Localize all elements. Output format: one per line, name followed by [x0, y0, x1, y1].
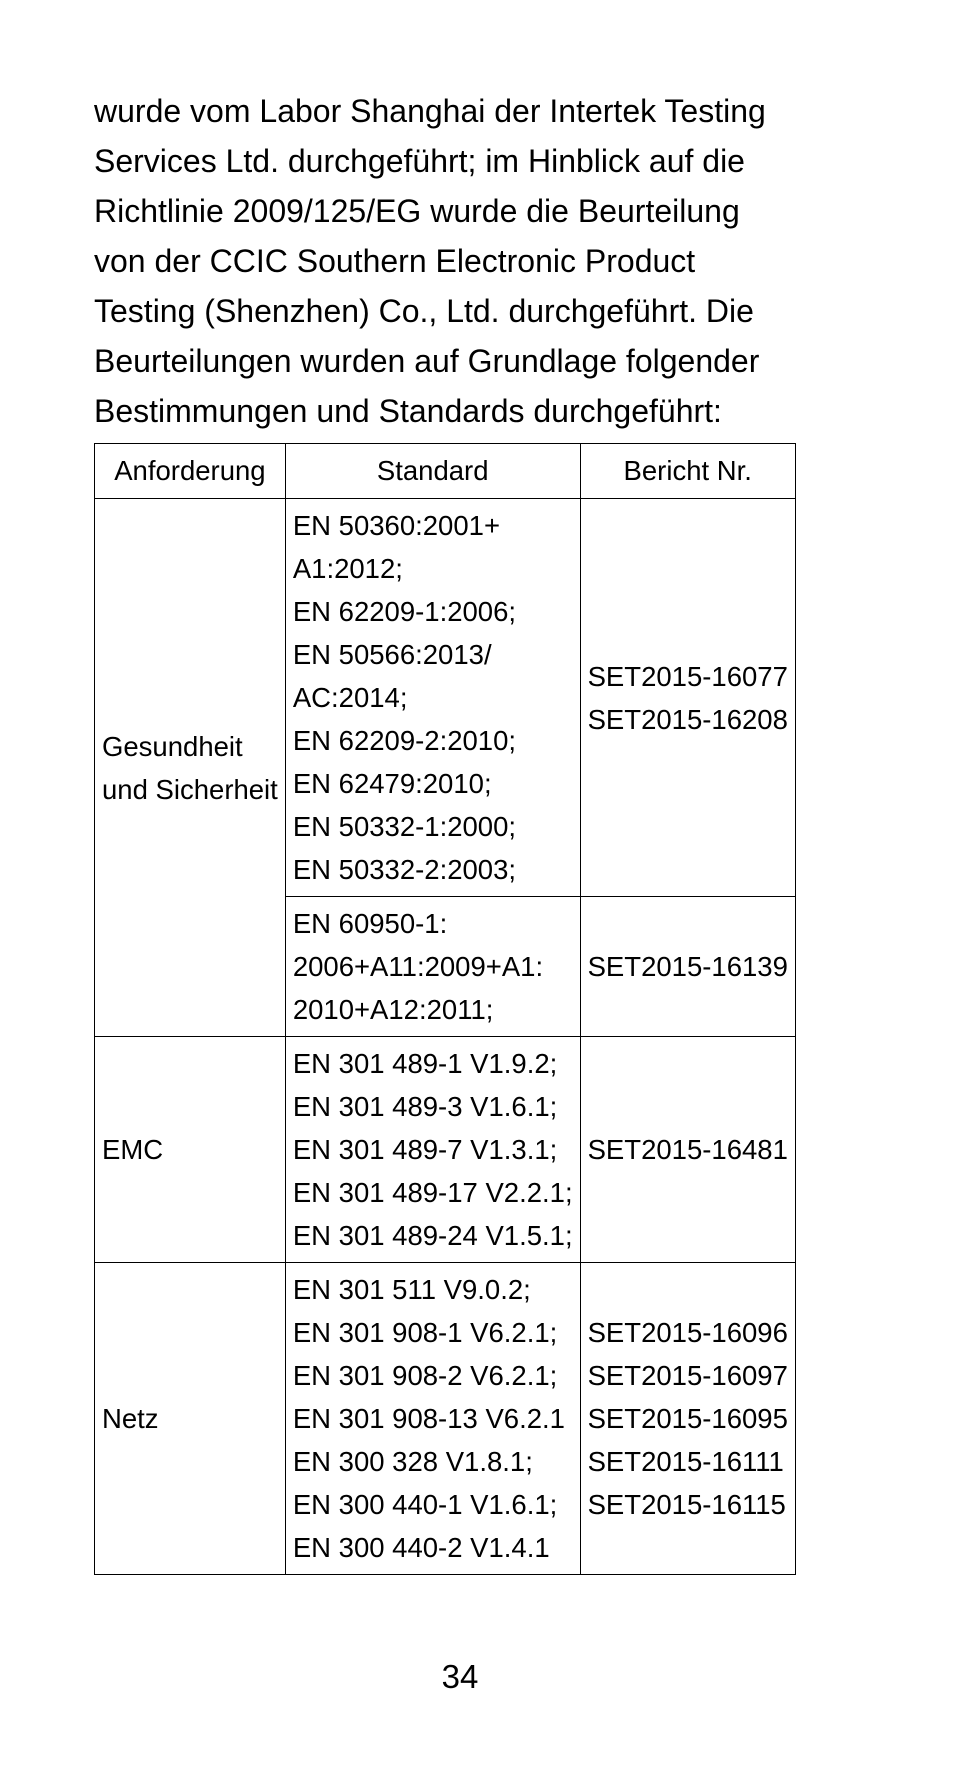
requirement-emc	[95, 1037, 286, 1263]
text-line: und Sicherheit	[102, 773, 278, 805]
text-line: A1:2012;	[292, 553, 403, 584]
reports-emc	[580, 1037, 795, 1263]
table-row-health-1	[95, 499, 796, 897]
table-row-emc	[95, 1037, 796, 1263]
text-line: EN 300 328 V1.8.1;	[292, 1446, 533, 1477]
text-line: Services Ltd. durchgeführt; im Hinblick auf die	[94, 143, 745, 179]
text-line: SET2015-16077	[587, 660, 788, 692]
text-line: EN 60950-1:	[292, 908, 448, 939]
header-report-number: Bericht Nr.	[580, 444, 795, 499]
text-line: EN 300 440-2 V1.4.1	[292, 1532, 550, 1563]
standards-netz	[285, 1263, 580, 1575]
text-line: Gesundheit	[102, 730, 243, 762]
text-line: EN 50332-2:2003;	[292, 854, 517, 885]
text-line: EN 301 489-17 V2.2.1;	[292, 1177, 573, 1208]
page-number: 34	[441, 1658, 479, 1695]
text-line: EN 50566:2013/	[292, 639, 492, 670]
text-line: EN 62209-2:2010;	[292, 725, 517, 756]
text-line: wurde vom Labor Shanghai der Intertek Testing	[94, 93, 766, 129]
reports-health-1	[580, 499, 795, 897]
table-row-netz	[95, 1263, 796, 1575]
header-requirement: Anforderung	[95, 444, 286, 499]
text-line: EN 62479:2010;	[292, 768, 492, 799]
text-line: EN 300 440-1 V1.6.1;	[292, 1489, 558, 1520]
text-line: von der CCIC Southern Electronic Product	[94, 243, 696, 279]
text-line: EN 301 908-2 V6.2.1;	[292, 1360, 558, 1391]
text-line: EN 301 908-1 V6.2.1;	[292, 1317, 558, 1348]
text-line: SET2015-16139	[587, 951, 788, 982]
text-line: 2010+A12:2011;	[292, 994, 494, 1025]
text-line: EN 301 489-24 V1.5.1;	[292, 1220, 573, 1251]
text-line: EN 301 511 V9.0.2;	[292, 1274, 531, 1305]
text-line: SET2015-16208	[587, 703, 788, 735]
text-line: EN 301 908-13 V6.2.1	[292, 1403, 565, 1434]
text-line: SET2015-16095	[587, 1403, 788, 1434]
reports-health-2	[580, 897, 795, 1037]
text-line: EN 301 489-7 V1.3.1;	[292, 1134, 558, 1165]
standards-health-1	[285, 499, 580, 897]
text-line: Richtlinie 2009/125/EG wurde die Beurteilung	[94, 193, 740, 229]
intro-paragraph	[94, 86, 914, 436]
table-header-row	[95, 444, 796, 499]
standards-emc	[285, 1037, 580, 1263]
text-line: SET2015-16096	[587, 1317, 788, 1348]
requirement-netz	[95, 1263, 286, 1575]
text-line: EN 50360:2001+	[292, 510, 501, 541]
text-line: AC:2014;	[292, 682, 408, 713]
text-line: EN 301 489-1 V1.9.2;	[292, 1048, 558, 1079]
text-line: Bestimmungen und Standards durchgeführt:	[94, 393, 722, 429]
text-line: SET2015-16097	[587, 1360, 788, 1391]
text-line: Testing (Shenzhen) Co., Ltd. durchgeführt. Die	[94, 293, 754, 329]
text-line: EMC	[102, 1134, 164, 1165]
text-line: SET2015-16481	[587, 1134, 788, 1165]
text-line: EN 50332-1:2000;	[292, 811, 517, 842]
text-line: SET2015-16115	[587, 1489, 786, 1520]
text-line: 2006+A11:2009+A1:	[292, 951, 544, 982]
reports-netz	[580, 1263, 795, 1575]
requirements-table	[94, 443, 796, 1575]
text-line: Netz	[102, 1403, 159, 1434]
text-line: Beurteilungen wurden auf Grundlage folgender	[94, 343, 760, 379]
requirement-health-safety	[95, 499, 286, 1037]
standards-health-2	[285, 897, 580, 1037]
text-line: EN 301 489-3 V1.6.1;	[292, 1091, 558, 1122]
text-line: EN 62209-1:2006;	[292, 596, 517, 627]
text-line: SET2015-16111	[587, 1446, 784, 1477]
header-standard: Standard	[285, 444, 580, 499]
